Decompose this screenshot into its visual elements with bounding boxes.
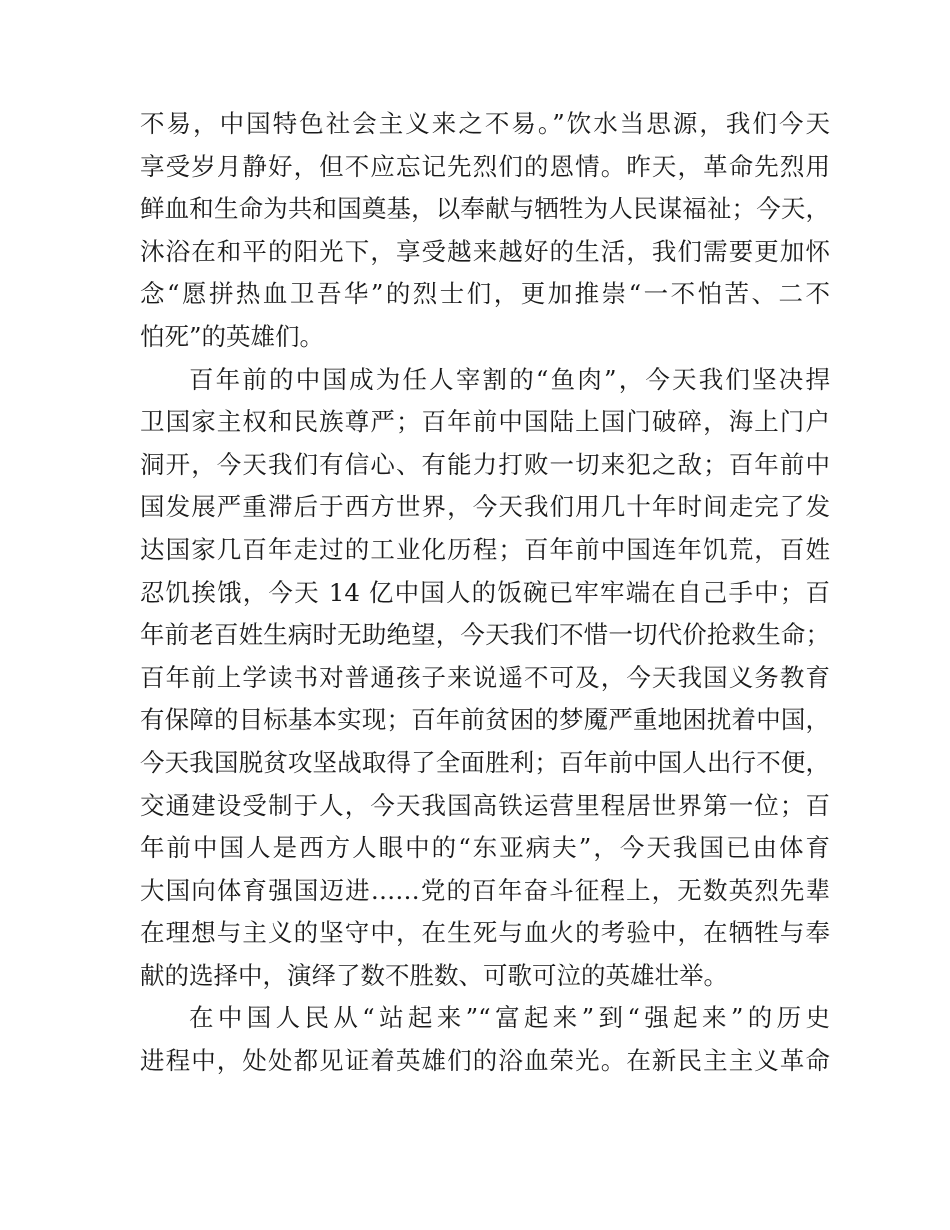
paragraph-1 <box>140 103 830 359</box>
text-line: 年前老百姓生病时无助绝望，今天我们不惜一切代价抢救生命； <box>140 620 830 650</box>
document-body <box>140 103 830 1083</box>
text-line: 在中国人民从“站起来”“富起来”到“强起来”的历史 <box>189 1003 830 1033</box>
text-line: 交通建设受制于人，今天我国高铁运营里程居世界第一位；百 <box>140 790 830 820</box>
text-line: 大国向体育强国迈进……党的百年奋斗征程上，无数英烈先辈 <box>140 875 830 905</box>
text-line: 年前中国人是西方人眼中的“东亚病夫”，今天我国已由体育 <box>140 833 830 863</box>
text-line: 享受岁月静好，但不应忘记先烈们的恩情。昨天，革命先烈用 <box>140 151 830 181</box>
text-line: 达国家几百年走过的工业化历程；百年前中国连年饥荒，百姓 <box>140 534 830 564</box>
paragraph-2 <box>140 359 830 998</box>
paragraph-3 <box>140 997 830 1082</box>
text-line: 怕死”的英雄们。 <box>140 321 325 351</box>
text-line: 今天我国脱贫攻坚战取得了全面胜利；百年前中国人出行不便， <box>140 747 830 777</box>
text-line: 进程中，处处都见证着英雄们的浴血荣光。在新民主主义革命 <box>140 1046 830 1076</box>
text-line: 卫国家主权和民族尊严；百年前中国陆上国门破碎，海上门户 <box>140 407 830 437</box>
text-line: 百年前的中国成为任人宰割的“鱼肉”，今天我们坚决捍 <box>189 364 830 394</box>
text-line: 沐浴在和平的阳光下，享受越来越好的生活，我们需要更加怀 <box>140 236 830 266</box>
text-line: 不易，中国特色社会主义来之不易。”饮水当思源，我们今天 <box>140 109 830 138</box>
text-line: 献的选择中，演绎了数不胜数、可歌可泣的英雄壮举。 <box>140 960 728 990</box>
text-line: 百年前上学读书对普通孩子来说遥不可及，今天我国义务教育 <box>140 662 830 692</box>
text-line: 忍饥挨饿，今天 14 亿中国人的饭碗已牢牢端在自己手中；百 <box>140 577 830 607</box>
text-line: 国发展严重滞后于西方世界，今天我们用几十年时间走完了发 <box>140 492 830 522</box>
text-line: 念“愿拼热血卫吾华”的烈士们，更加推崇“一不怕苦、二不 <box>140 279 830 309</box>
text-line: 洞开，今天我们有信心、有能力打败一切来犯之敌；百年前中 <box>140 449 830 479</box>
text-line: 在理想与主义的坚守中，在生死与血火的考验中，在牺牲与奉 <box>140 918 830 948</box>
text-line: 鲜血和生命为共和国奠基，以奉献与牺牲为人民谋福祉；今天， <box>140 194 830 224</box>
text-line: 有保障的目标基本实现；百年前贫困的梦魇严重地困扰着中国， <box>140 705 830 735</box>
